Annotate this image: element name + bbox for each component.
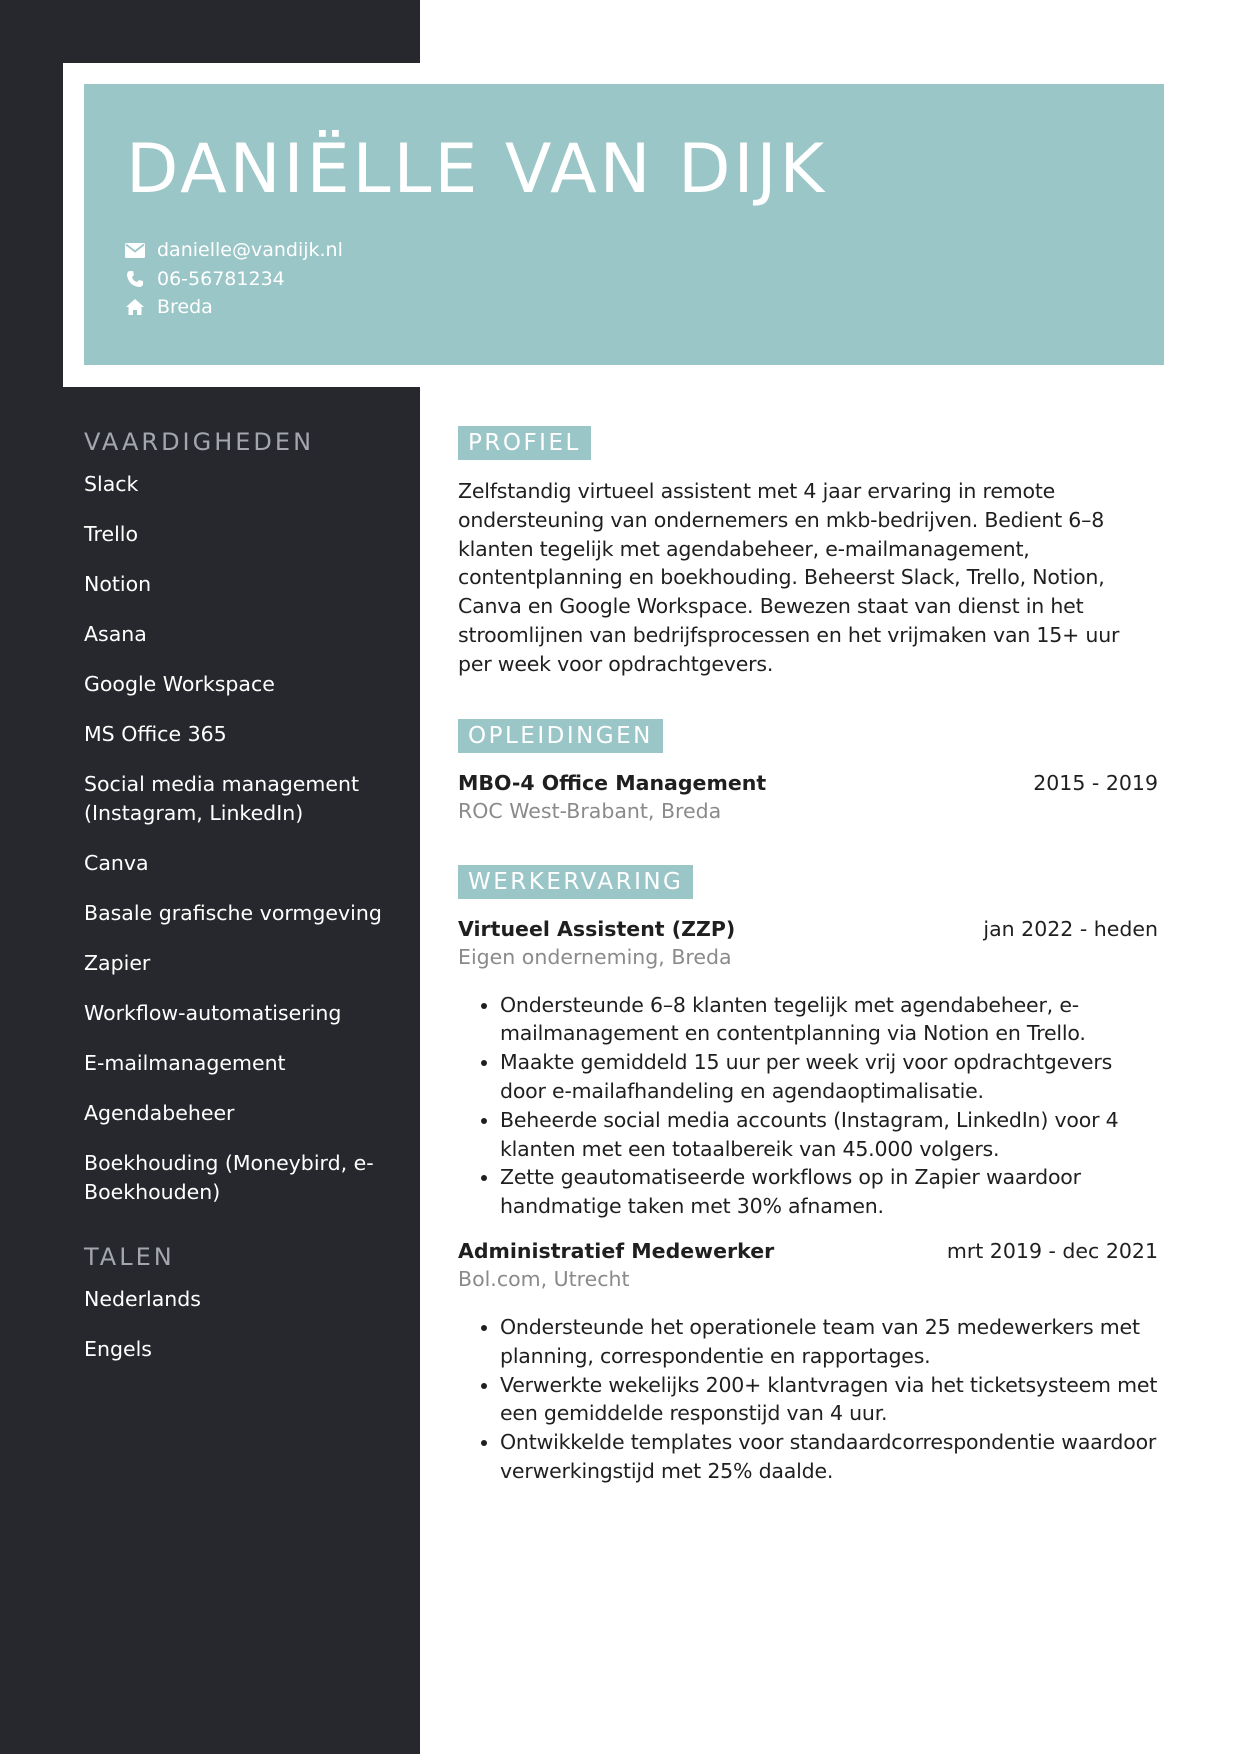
contact-info: [124, 236, 343, 322]
experience-section: [458, 865, 1158, 1486]
job-company: Bol.com, Utrecht: [458, 1266, 630, 1291]
languages-list: [84, 1285, 404, 1364]
education-title: MBO-4 Office Management: [458, 770, 767, 795]
email-text[interactable]: danielle@vandijk.nl: [157, 239, 343, 262]
skills-list: [84, 470, 404, 1207]
skill-item: Asana: [84, 622, 147, 646]
envelope-icon: [124, 240, 146, 260]
education-heading: OPLEIDINGEN: [458, 719, 663, 753]
skill-item: Basale grafische vormgeving: [84, 901, 382, 925]
contact-email[interactable]: [124, 236, 343, 265]
contact-phone[interactable]: [124, 265, 343, 294]
skill-item: Trello: [84, 522, 139, 546]
skill-item: Slack: [84, 472, 139, 496]
education-institution: ROC West-Brabant, Breda: [458, 798, 722, 823]
skill-item: Google Workspace: [84, 672, 275, 696]
phone-icon: [124, 269, 146, 289]
candidate-name: DANIËLLE VAN DIJK: [126, 130, 828, 209]
profile-text: Zelfstandig virtueel assistent met 4 jaar ervaring in remote ondersteuning van ondernemers en mkb-bedrijven. Bedient 6–8 klanten tegelijk met agendabeheer, e-mailmanagement, contentplanning en boekhouding. Beheerst Slack, Trello, Notion, Canva en Google Workspace. Bewezen staat van dienst in het stroomlijnen van bedrijfsprocessen en het vrijmaken van 15+ uur per week voor opdrachtgevers.: [458, 479, 1120, 676]
skill-item: Workflow-automatisering: [84, 1001, 342, 1025]
job-period: mrt 2019 - dec 2021: [946, 1238, 1158, 1263]
home-icon: [124, 297, 146, 317]
experience-entry: [458, 915, 1158, 1221]
bullet-item: • Ontwikkelde templates voor standaardcorrespondentie waardoor verwerkingstijd met 25% daalde.: [500, 1428, 1158, 1486]
profile-heading: PROFIEL: [458, 426, 591, 460]
language-item: Engels: [84, 1337, 152, 1361]
skill-item: MS Office 365: [84, 722, 227, 746]
job-bullets: [458, 991, 1158, 1221]
phone-text[interactable]: 06-56781234: [157, 267, 285, 290]
education-section: [458, 719, 1158, 825]
bullet-item: • Ondersteunde 6–8 klanten tegelijk met agendabeheer, e-mailmanagement en contentplanning via Notion en Trello.: [500, 991, 1158, 1049]
skill-item: E-mailmanagement: [84, 1051, 286, 1075]
skill-item: Canva: [84, 851, 149, 875]
education-period: 2015 - 2019: [1033, 770, 1158, 795]
skill-item: Notion: [84, 572, 152, 596]
bullet-item: • Ondersteunde het operationele team van 25 medewerkers met planning, correspondentie en rapportages.: [500, 1313, 1158, 1371]
sidebar: [84, 428, 404, 1385]
job-title: Administratief Medewerker: [458, 1238, 775, 1263]
experience-entry: [458, 1237, 1158, 1486]
skill-item: Boekhouding (Moneybird, e-Boekhouden): [84, 1151, 374, 1204]
job-period: jan 2022 - heden: [983, 916, 1158, 941]
experience-heading: WERKERVARING: [458, 865, 693, 899]
job-bullets: [458, 1313, 1158, 1486]
language-item: Nederlands: [84, 1287, 201, 1311]
skill-item: Social media management (Instagram, LinkedIn): [84, 772, 359, 825]
job-company: Eigen onderneming, Breda: [458, 944, 732, 969]
location-text: Breda: [157, 296, 213, 319]
bullet-item: • Beheerde social media accounts (Instagram, LinkedIn) voor 4 klanten met een totaalbereik van 45.000 volgers.: [500, 1106, 1158, 1164]
bullet-item: • Verwerkte wekelijks 200+ klantvragen via het ticketsysteem met een gemiddelde responstijd van 4 uur.: [500, 1371, 1158, 1429]
job-title: Virtueel Assistent (ZZP): [458, 916, 736, 941]
education-entry: [458, 769, 1158, 825]
bullet-item: • Zette geautomatiseerde workflows op in Zapier waardoor handmatige taken met 30% afnamen.: [500, 1163, 1158, 1221]
skill-item: Agendabeheer: [84, 1101, 235, 1125]
languages-heading: TALEN: [84, 1243, 175, 1271]
contact-location: [124, 293, 343, 322]
skills-heading: VAARDIGHEDEN: [84, 428, 315, 456]
header-banner: [84, 84, 1164, 365]
skill-item: Zapier: [84, 951, 151, 975]
bullet-item: • Maakte gemiddeld 15 uur per week vrij voor opdrachtgevers door e-mailafhandeling en agendaoptimalisatie.: [500, 1048, 1158, 1106]
main-content: [458, 426, 1158, 1486]
